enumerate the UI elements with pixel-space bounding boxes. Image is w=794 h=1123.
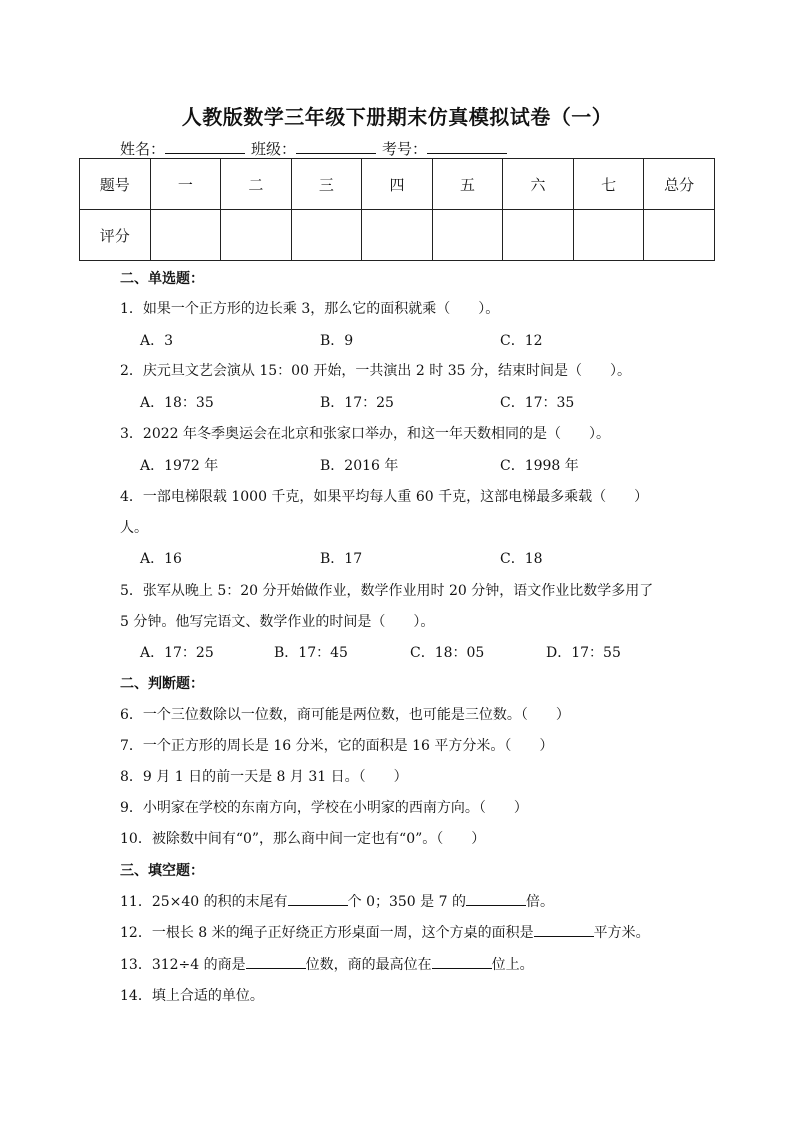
q4-option-c: C．18 bbox=[500, 551, 543, 567]
question-5-line-2: 5 分钟。他写完语文、数学作业的时间是（ ）。 bbox=[120, 614, 435, 630]
question-4-line-1: 4．一部电梯限载 1000 千克，如果平均每人重 60 千克，这部电梯最多乘载（ ） bbox=[120, 489, 649, 505]
question-9: 9．小明家在学校的东南方向，学校在小明家的西南方向。（ ） bbox=[120, 800, 528, 816]
q5-option-c: C．18：05 bbox=[410, 645, 485, 661]
q2-option-a: A．18：35 bbox=[140, 395, 214, 411]
question-7: 7．一个正方形的周长是 16 分米，它的面积是 16 平方分米。（ ） bbox=[120, 738, 554, 754]
student-info bbox=[120, 138, 513, 159]
id-label: 考号： bbox=[382, 140, 428, 158]
score-blank-cell bbox=[150, 210, 221, 261]
question-6: 6．一个三位数除以一位数，商可能是两位数，也可能是三位数。（ ） bbox=[120, 707, 570, 723]
score-header-row bbox=[80, 159, 715, 210]
answer-blank bbox=[288, 891, 348, 906]
q1-option-b: B．9 bbox=[320, 333, 354, 349]
score-cell: 一 bbox=[150, 159, 221, 210]
question-14: 14．填上合适的单位。 bbox=[120, 988, 264, 1004]
class-blank bbox=[296, 139, 376, 154]
score-blank-cell bbox=[362, 210, 433, 261]
question-3: 3．2022 年冬季奥运会在北京和张家口举办，和这一年天数相同的是（ ）。 bbox=[120, 426, 610, 442]
q11-part-3: 倍。 bbox=[525, 894, 554, 910]
score-cell: 三 bbox=[291, 159, 362, 210]
answer-blank bbox=[534, 922, 594, 937]
section-heading-fill-blank: 三、填空题： bbox=[120, 863, 204, 879]
score-table bbox=[79, 158, 715, 261]
score-blank-cell bbox=[503, 210, 574, 261]
q2-option-b: B．17：25 bbox=[320, 395, 394, 411]
score-cell: 六 bbox=[503, 159, 574, 210]
question-2: 2．庆元旦文艺会演从 15：00 开始，一共演出 2 时 35 分，结束时间是（ ）。 bbox=[120, 363, 631, 379]
question-10: 10．被除数中间有“0”，那么商中间一定也有“0”。（ ） bbox=[120, 831, 486, 847]
q13-part-2: 位数，商的最高位在 bbox=[305, 957, 432, 973]
q2-option-c: C．17：35 bbox=[500, 395, 575, 411]
q1-option-c: C．12 bbox=[500, 333, 543, 349]
score-cell: 七 bbox=[573, 159, 644, 210]
score-row-label: 评分 bbox=[80, 210, 151, 261]
q3-option-a: A．1972 年 bbox=[140, 458, 219, 474]
q12-part-2: 平方米。 bbox=[593, 925, 650, 941]
name-label: 姓名： bbox=[120, 140, 166, 158]
question-5-line-1: 5．张军从晚上 5：20 分开始做作业，数学作业用时 20 分钟，语文作业比数学多用了 bbox=[120, 583, 654, 599]
score-cell: 五 bbox=[432, 159, 503, 210]
section-heading-true-false: 二、判断题： bbox=[120, 676, 204, 692]
q5-option-a: A．17：25 bbox=[140, 645, 214, 661]
answer-blank bbox=[432, 954, 492, 969]
answer-blank bbox=[466, 891, 526, 906]
score-blank-cell bbox=[221, 210, 292, 261]
q5-option-d: D．17：55 bbox=[546, 645, 621, 661]
score-cell: 题号 bbox=[80, 159, 151, 210]
id-blank bbox=[427, 139, 507, 154]
question-13 bbox=[120, 954, 534, 974]
q1-option-a: A．3 bbox=[140, 333, 174, 349]
q3-option-b: B．2016 年 bbox=[320, 458, 399, 474]
answer-blank bbox=[246, 954, 306, 969]
q11-part-1: 11．25×40 的积的末尾有 bbox=[120, 894, 288, 910]
question-12 bbox=[120, 922, 650, 942]
q3-option-c: C．1998 年 bbox=[500, 458, 579, 474]
question-1: 1．如果一个正方形的边长乘 3，那么它的面积就乘（ ）。 bbox=[120, 301, 500, 317]
q5-option-b: B．17：45 bbox=[274, 645, 348, 661]
name-blank bbox=[165, 139, 245, 154]
score-blank-cell bbox=[644, 210, 715, 261]
score-blank-cell bbox=[432, 210, 503, 261]
class-label: 班级： bbox=[251, 140, 297, 158]
section-heading-single-choice: 二、单选题： bbox=[120, 271, 204, 287]
q4-option-b: B．17 bbox=[320, 551, 363, 567]
q4-option-a: A．16 bbox=[140, 551, 182, 567]
score-value-row bbox=[80, 210, 715, 261]
q13-part-3: 位上。 bbox=[491, 957, 534, 973]
q11-part-2: 个 0；350 是 7 的 bbox=[347, 894, 466, 910]
score-blank-cell bbox=[291, 210, 362, 261]
score-blank-cell bbox=[573, 210, 644, 261]
question-11 bbox=[120, 891, 554, 911]
q13-part-1: 13．312÷4 的商是 bbox=[120, 957, 246, 973]
question-4-line-2: 人。 bbox=[120, 520, 148, 536]
score-cell: 总分 bbox=[644, 159, 715, 210]
score-cell: 二 bbox=[221, 159, 292, 210]
score-cell: 四 bbox=[362, 159, 433, 210]
question-8: 8．9 月 1 日的前一天是 8 月 31 日。（ ） bbox=[120, 769, 408, 785]
page-title: 人教版数学三年级下册期末仿真模拟试卷（一） bbox=[181, 105, 613, 129]
q12-part-1: 12．一根长 8 米的绳子正好绕正方形桌面一周，这个方桌的面积是 bbox=[120, 925, 534, 941]
